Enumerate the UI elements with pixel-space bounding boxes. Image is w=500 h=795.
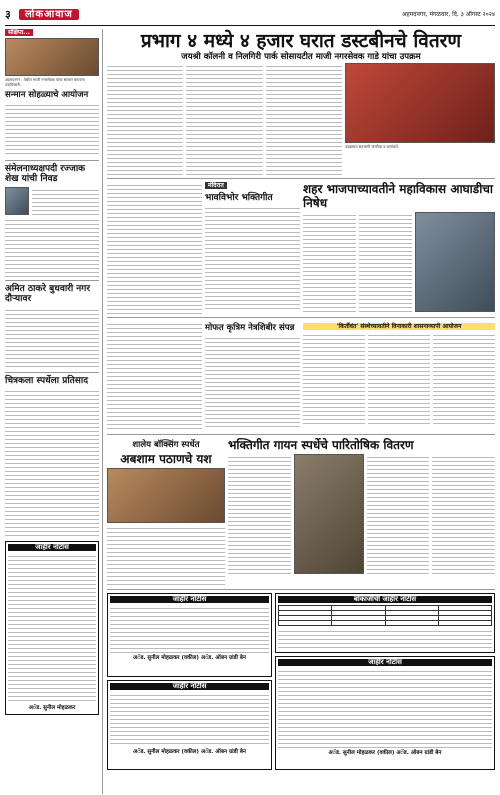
karyakram-headline: मोफत कृत्रिम नेत्रशिबीर संपन्न xyxy=(205,323,295,334)
left-notice-title: जाहीर नोटीस xyxy=(8,544,96,551)
notice-2-signature: अॅड. सुनील मोहळकर (वकील) अॅड. ऑबन ग्रांडी बेन xyxy=(133,749,246,756)
lead-headline: प्रभाग ४ मध्ये ४ हजार घरात डस्टबीनचे वितरण xyxy=(140,30,462,52)
left-notice xyxy=(5,541,99,715)
left-column xyxy=(5,29,103,794)
notice-1-signature: अॅड. सुनील मोहळकर (वकील) अॅड. ऑबन ग्रांडी बेन xyxy=(133,655,246,662)
newspaper-logo: लोकआवाज xyxy=(19,9,79,20)
lead-body-col2 xyxy=(186,63,262,175)
boxing-headline: अबशाम पठाणचे यश xyxy=(120,452,212,467)
notice-1 xyxy=(107,593,272,677)
band3-col1 xyxy=(107,321,202,431)
bjp-headline: शहर भाजपाच्यावतीने महाविकास आघाडीचा निषेध xyxy=(303,182,494,211)
lead-photo-caption: उपक्रमात सहभागी नागरिक व कार्यकर्ते. xyxy=(344,144,399,150)
main-area xyxy=(103,29,495,794)
lead-photo xyxy=(345,63,495,143)
notice-3-table xyxy=(278,605,492,626)
singing-headline: भक्तिगीत गायन स्पर्धेचे पारितोषिक वितरण xyxy=(228,438,414,453)
pratisad-body xyxy=(5,388,99,538)
lead-body-col1 xyxy=(107,63,183,175)
lead-subheadline: जयश्री कॉलनी व निलगिरी पार्क सोसायटीत माजी नगरसेवक गाडे यांचा उपक्रम xyxy=(181,52,421,62)
notice-1-title: जाहीर नोटीस xyxy=(110,596,269,603)
rajak-headline: संमेलनाध्यक्षपदी रज्जाक शेख यांची निवड xyxy=(5,163,86,185)
bjp-photo xyxy=(415,212,495,312)
singing-photo xyxy=(294,454,364,574)
notice-4 xyxy=(275,656,495,770)
rajak-photo xyxy=(5,187,29,215)
dateline: अहमदनगर, मंगळवार, दि. ३ ऑगस्ट २०२४ xyxy=(401,10,495,18)
notice-3-title: बोकाजीची जाहीर नोटीस xyxy=(278,596,492,603)
notice-4-signature: अॅड. सुनील मोहळकर (वकील) अॅड. ऑबन ग्रांडी बेन xyxy=(328,750,442,757)
marathi-kicker: 'किर्तीवंत' संस्थेच्यावतीने विनाकारी शासनाव्यापी आयोजन xyxy=(303,323,495,330)
band2-col1 xyxy=(107,182,202,314)
page-number: ३ xyxy=(5,7,11,21)
brief-title: सन्मान सोहळ्याचे आयोजन xyxy=(5,89,89,100)
brief-photo xyxy=(5,38,99,76)
amit-headline: अमित ठाकरे बुधवारी नगर दौऱ्यावर xyxy=(5,283,91,305)
left-notice-signature: अॅड. सुनील मोहळकर xyxy=(28,705,76,712)
amit-body xyxy=(5,307,99,369)
notice-2 xyxy=(107,680,272,770)
notice-2-title: जाहीर नोटीस xyxy=(110,683,269,690)
section-tag: संक्षिप्त... xyxy=(5,29,33,36)
bhaktigeet-headline: भावविभोर भक्तिगीत xyxy=(205,193,273,204)
boxing-tag: शालेय बॉक्सिंग स्पर्धेत xyxy=(132,440,200,451)
lead-body-col3 xyxy=(266,63,342,175)
boxing-photo xyxy=(107,468,225,523)
pratisad-headline: चित्रकला स्पर्धेला प्रतिसाद xyxy=(5,375,88,386)
brief-caption: अहमदनगर : येथील माजी नगरसेवक यांचा सत्कार करताना पदाधिकारी. xyxy=(5,77,85,88)
notice-4-title: जाहीर नोटीस xyxy=(278,659,492,666)
rajak-body xyxy=(5,217,99,277)
masthead xyxy=(5,4,495,26)
brief-body xyxy=(5,102,99,157)
bhaktigeet-tag: मंदिरात xyxy=(205,182,227,189)
notice-3 xyxy=(275,593,495,653)
